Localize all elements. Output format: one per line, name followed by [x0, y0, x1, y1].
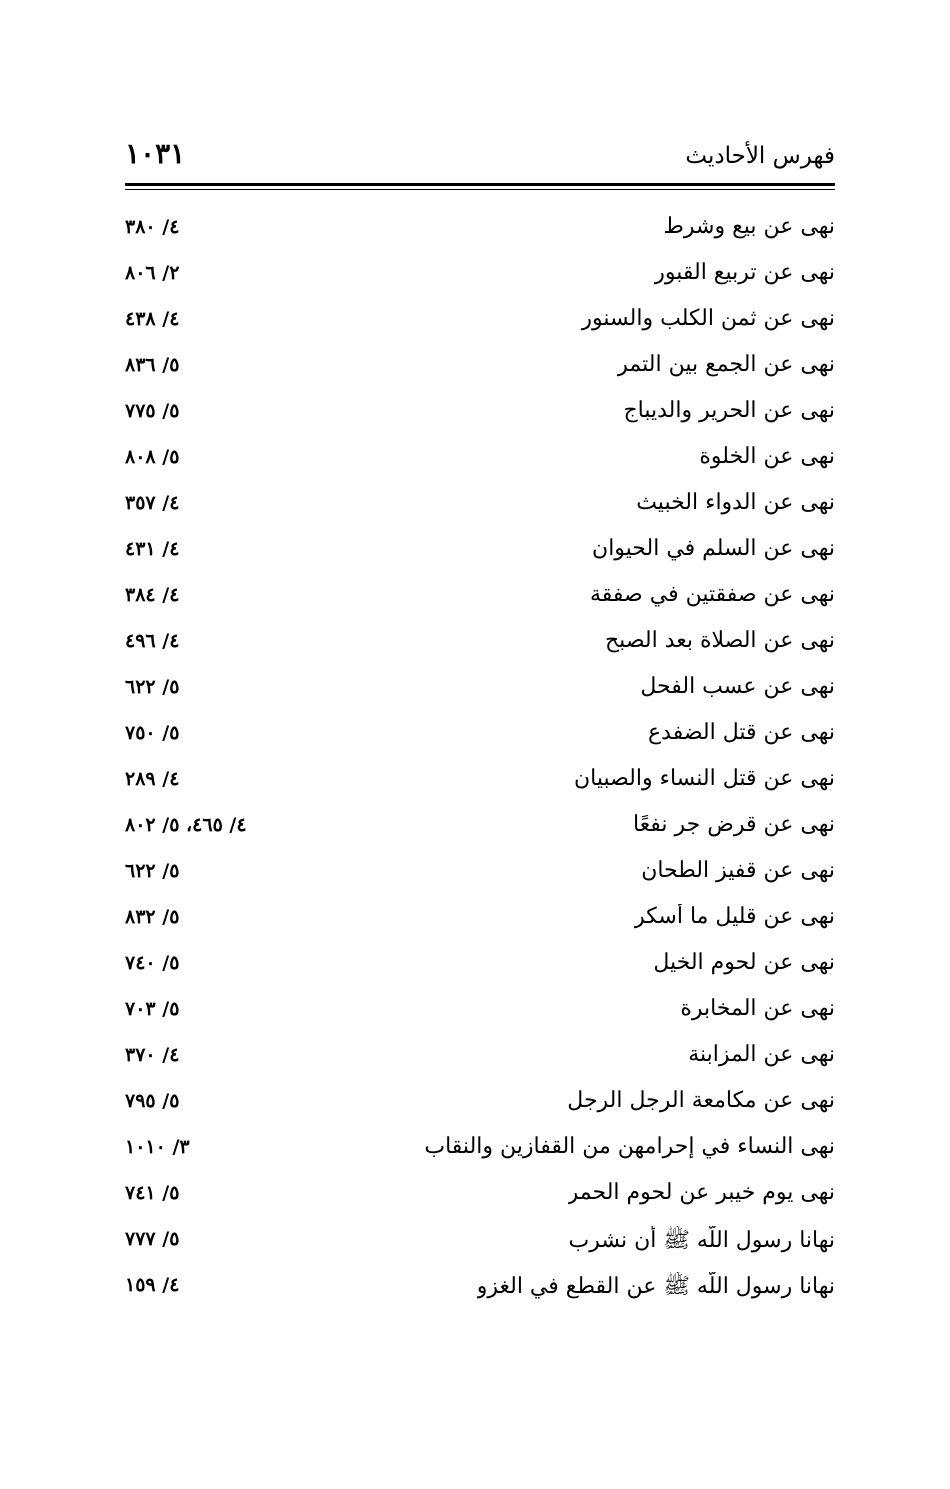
entry-text: نهانا رسول اللَّه ﷺ عن القطع في الغزو: [476, 1274, 835, 1299]
entry-reference: ٣/ ١٠١٠: [125, 1136, 190, 1158]
entry-reference: ٤/ ٤٣٨: [125, 308, 180, 330]
index-entry: [125, 484, 835, 530]
index-entry: [125, 438, 835, 484]
entry-reference: ٥/ ٦٢٢: [125, 860, 180, 882]
entry-text: نهى يوم خيبر عن لحوم الحمر: [567, 1180, 835, 1205]
entry-text: نهانا رسول اللَّه ﷺ أن نشرب: [568, 1228, 835, 1253]
header-rule-thin: [125, 189, 835, 190]
entry-text: نهى عن الخلوة: [699, 444, 835, 469]
index-entry: [125, 944, 835, 990]
index-entry: [125, 760, 835, 806]
entry-text: نهى عن السلم في الحيوان: [592, 536, 835, 561]
entry-reference: ٤/ ١٥٩: [125, 1274, 180, 1296]
entry-text: نهى عن قرض جر نفعًا: [632, 812, 835, 837]
entry-reference: ٤/ ٣٨٤: [125, 584, 180, 606]
index-entry: [125, 1220, 835, 1266]
entry-reference: ٤/ ٤٦٥، ٥/ ٨٠٢: [125, 814, 247, 836]
page-header: [125, 135, 835, 185]
entry-text: نهى عن بيع وشرط: [663, 214, 835, 239]
index-entry: [125, 1082, 835, 1128]
entry-reference: ٢/ ٨٠٦: [125, 262, 180, 284]
entry-text: نهى عن المزابنة: [688, 1042, 835, 1067]
index-entry: [125, 346, 835, 392]
index-entries: [125, 208, 835, 1312]
index-entry: [125, 990, 835, 1036]
entry-text: نهى عن مكامعة الرجل الرجل: [567, 1088, 835, 1113]
entry-text: نهى عن قتل الضفدع: [648, 720, 835, 745]
entry-reference: ٥/ ٧٠٣: [125, 998, 180, 1020]
index-entry: [125, 1266, 835, 1312]
entry-reference: ٥/ ٨٣٦: [125, 354, 180, 376]
entry-text: نهى عن قليل ما أسكر: [634, 904, 835, 929]
entry-reference: ٥/ ٧٧٧: [125, 1228, 180, 1250]
index-entry: [125, 392, 835, 438]
page-title: فهرس الأحاديث: [685, 143, 835, 169]
index-entry: [125, 208, 835, 254]
entry-reference: ٥/ ٨٠٨: [125, 446, 180, 468]
entry-text: نهى عن صفقتين في صفقة: [590, 582, 835, 607]
entry-reference: ٥/ ٧٩٥: [125, 1090, 180, 1112]
index-entry: [125, 254, 835, 300]
index-entry: [125, 806, 835, 852]
entry-text: نهى عن عسب الفحل: [640, 674, 835, 699]
index-entry: [125, 1174, 835, 1220]
index-entry: [125, 1036, 835, 1082]
entry-text: نهى عن الحرير والديباج: [623, 398, 835, 423]
entry-text: نهى النساء في إحرامهن من القفازين والنقاب: [424, 1134, 835, 1159]
entry-text: نهى عن المخابرة: [680, 996, 835, 1021]
entry-reference: ٥/ ٧٤٠: [125, 952, 180, 974]
header-rule-thick: [125, 183, 835, 186]
index-entry: [125, 852, 835, 898]
index-entry: [125, 668, 835, 714]
index-entry: [125, 300, 835, 346]
entry-reference: ٤/ ٣٧٠: [125, 1044, 180, 1066]
page-number: ١٠٣١: [125, 137, 186, 170]
index-entry: [125, 576, 835, 622]
entry-text: نهى عن قتل النساء والصبيان: [573, 766, 835, 791]
entry-reference: ٥/ ٨٣٢: [125, 906, 180, 928]
entry-reference: ٤/ ٣٥٧: [125, 492, 180, 514]
entry-text: نهى عن تربيع القبور: [654, 260, 835, 285]
index-entry: [125, 530, 835, 576]
entry-text: نهى عن الجمع بين التمر: [617, 352, 835, 377]
entry-reference: ٤/ ٢٨٩: [125, 768, 180, 790]
entry-reference: ٥/ ٧٤١: [125, 1182, 180, 1204]
index-entry: [125, 714, 835, 760]
entry-reference: ٤/ ٤٣١: [125, 538, 180, 560]
entry-text: نهى عن الصلاة بعد الصبح: [604, 628, 835, 653]
entry-text: نهى عن قفيز الطحان: [641, 858, 835, 883]
entry-reference: ٥/ ٧٧٥: [125, 400, 180, 422]
index-entry: [125, 1128, 835, 1174]
entry-text: نهى عن ثمن الكلب والسنور: [581, 306, 835, 331]
index-entry: [125, 898, 835, 944]
index-entry: [125, 622, 835, 668]
entry-text: نهى عن لحوم الخيل: [653, 950, 835, 975]
entry-reference: ٥/ ٧٥٠: [125, 722, 180, 744]
entry-text: نهى عن الدواء الخبيث: [636, 490, 835, 515]
entry-reference: ٤/ ٣٨٠: [125, 216, 180, 238]
entry-reference: ٤/ ٤٩٦: [125, 630, 180, 652]
entry-reference: ٥/ ٦٢٢: [125, 676, 180, 698]
